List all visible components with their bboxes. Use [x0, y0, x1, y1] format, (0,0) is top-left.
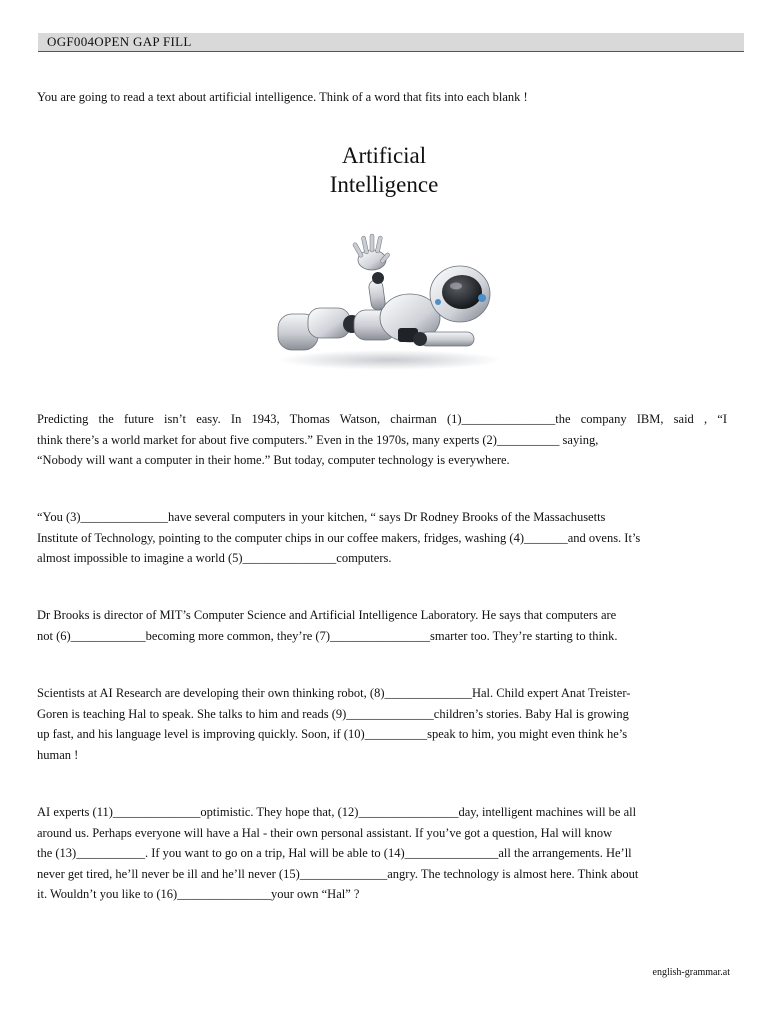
paragraph-5-line-1: AI experts (11)______________optimistic. They hope that, (12)________________day, intelligent machines will be all: [37, 805, 637, 819]
instruction-text: You are going to read a text about artificial intelligence. Think of a word that fits into each blank !: [37, 90, 528, 104]
paragraph-4-line-3: up fast, and his language level is improving quickly. Soon, if (10)__________speak to him, you might even think he’s: [37, 727, 628, 741]
paragraph-4: [37, 683, 727, 765]
paragraph-2-line-2: Institute of Technology, pointing to the computer chips in our coffee makers, fridges, washing (4)_______and ovens. It’s: [37, 530, 641, 545]
paragraph-1-line-2: think there’s a world market for about five computers.” Even in the 1970s, many experts (2)__________ saying,: [37, 432, 599, 447]
paragraph-3-line-1: Dr Brooks is director of MIT’s Computer Science and Artificial Intelligence Laboratory. He says that computers are: [37, 608, 617, 622]
paragraph-4-line-2: Goren is teaching Hal to speak. She talks to him and reads (9)______________children’s stories. Baby Hal is growing: [37, 706, 629, 721]
paragraph-3-line-2: not (6)____________becoming more common, they’re (7)________________smarter too. They’re starting to think.: [37, 628, 618, 643]
title-line-1: Artificial: [341, 143, 427, 168]
paragraph-2-line-3: almost impossible to imagine a world (5)_______________computers.: [37, 551, 392, 565]
paragraph-5-line-4: never get tired, he’ll never be ill and he’ll never (15)______________angry. The technology is almost here. Think about: [37, 866, 639, 881]
paragraph-1-line-1: Predicting the future isn’t easy. In 1943, Thomas Watson, chairman (1)_______________the company IBM, said , “I: [37, 412, 727, 426]
paragraph-5: [37, 802, 727, 905]
title-line-2: Intelligence: [329, 172, 439, 197]
paragraph-4-line-4: human !: [37, 747, 79, 762]
worksheet-code-title: OGF004OPEN GAP FILL: [47, 34, 192, 49]
paragraph-5-line-3: the (13)___________. If you want to go on a trip, Hal will be able to (14)_______________all the arrangements. He’ll: [37, 846, 632, 860]
header-bar: [38, 33, 744, 52]
paragraph-1-line-3: “Nobody will want a computer in their home.” But today, computer technology is everywhere.: [37, 453, 510, 467]
paragraph-4-line-1: Scientists at AI Research are developing their own thinking robot, (8)______________Hal. Child expert Anat Treister-: [37, 686, 631, 700]
footer-source: english-grammar.at: [652, 967, 730, 978]
paragraph-1: [37, 409, 727, 471]
paragraph-2: [37, 507, 727, 569]
robot-illustration: [270, 232, 502, 374]
paragraph-3: [37, 605, 727, 646]
paragraph-5-line-2: around us. Perhaps everyone will have a Hal - their own personal assistant. If you’ve got a question, Hal will know: [37, 825, 613, 840]
paragraph-5-line-5: it. Wouldn’t you like to (16)_______________your own “Hal” ?: [37, 887, 360, 901]
paragraph-2-line-1: “You (3)______________have several computers in your kitchen, “ says Dr Rodney Brooks of the Massachusetts: [37, 510, 606, 524]
